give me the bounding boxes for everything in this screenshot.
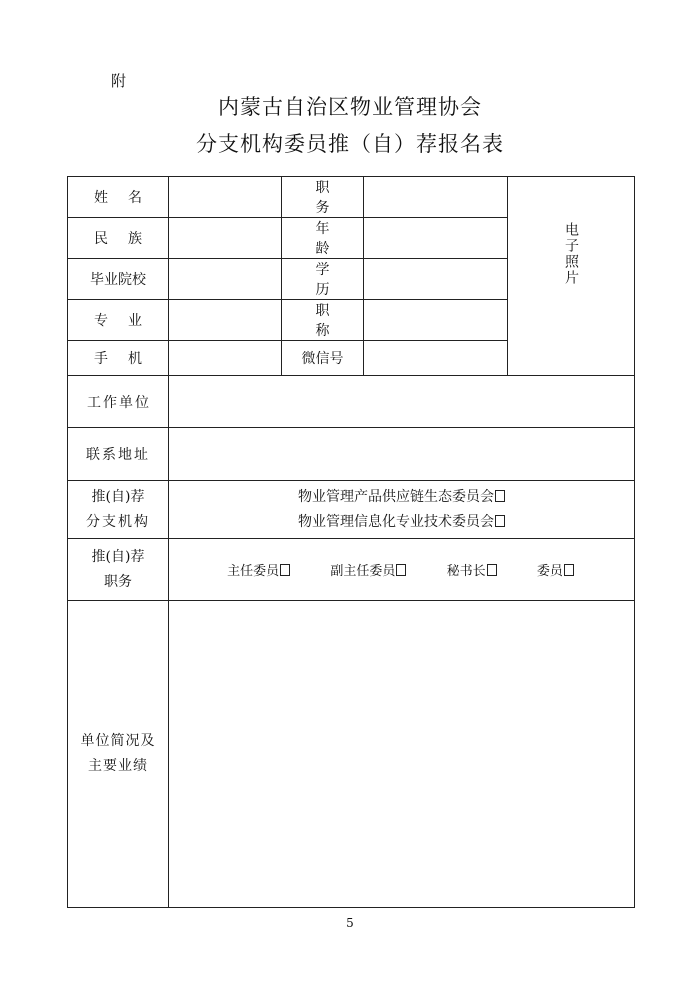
title-input[interactable] <box>364 300 508 341</box>
work-unit-input[interactable] <box>169 376 635 428</box>
photo-cell[interactable] <box>508 177 635 376</box>
label-duty: 推(自)荐 职务 <box>68 539 169 601</box>
checkbox-it[interactable] <box>495 515 505 527</box>
checkbox-deputy-director[interactable] <box>396 564 406 576</box>
profile-input[interactable] <box>169 601 635 908</box>
label-age: 年龄 <box>282 218 364 259</box>
label-branch: 推(自)荐 分支机构 <box>68 481 169 539</box>
duty-option-deputy-director[interactable]: 副主任委员 <box>330 560 406 579</box>
label-work-unit: 工作单位 <box>68 376 169 428</box>
photo-label: 电子照片 <box>563 222 579 286</box>
checkbox-director[interactable] <box>280 564 290 576</box>
duty-options <box>169 539 635 601</box>
ethnicity-input[interactable] <box>169 218 282 259</box>
education-input[interactable] <box>364 259 508 300</box>
label-profile: 单位简况及 主要业绩 <box>68 601 169 908</box>
major-input[interactable] <box>169 300 282 341</box>
label-mobile: 手机 <box>68 341 169 376</box>
checkbox-member[interactable] <box>564 564 574 576</box>
label-major: 专业 <box>68 300 169 341</box>
label-ethnicity: 民族 <box>68 218 169 259</box>
duty-option-secretary-general[interactable]: 秘书长 <box>447 560 497 579</box>
label-school: 毕业院校 <box>68 259 169 300</box>
label-address: 联系地址 <box>68 428 169 481</box>
age-input[interactable] <box>364 218 508 259</box>
label-position: 职务 <box>282 177 364 218</box>
duty-option-member[interactable]: 委员 <box>537 560 574 579</box>
position-input[interactable] <box>364 177 508 218</box>
label-wechat: 微信号 <box>282 341 364 376</box>
name-input[interactable] <box>169 177 282 218</box>
page-number: 5 <box>346 916 354 930</box>
mobile-input[interactable] <box>169 341 282 376</box>
checkbox-supply-chain[interactable] <box>495 490 505 502</box>
registration-form-table <box>67 176 635 908</box>
duty-option-director[interactable]: 主任委员 <box>227 560 290 579</box>
address-input[interactable] <box>169 428 635 481</box>
label-title: 职称 <box>282 300 364 341</box>
branch-option-it[interactable]: 物业管理信息化专业技术委员会 <box>169 510 634 535</box>
branch-option-supply-chain[interactable]: 物业管理产品供应链生态委员会 <box>169 485 634 510</box>
branch-options <box>169 481 635 539</box>
annex-label: 附 <box>111 72 127 90</box>
wechat-input[interactable] <box>364 341 508 376</box>
label-name: 姓名 <box>68 177 169 218</box>
label-education: 学历 <box>282 259 364 300</box>
school-input[interactable] <box>169 259 282 300</box>
form-title: 分支机构委员推（自）荐报名表 <box>196 132 504 156</box>
page-title: 内蒙古自治区物业管理协会 <box>218 95 482 119</box>
checkbox-secretary-general[interactable] <box>487 564 497 576</box>
